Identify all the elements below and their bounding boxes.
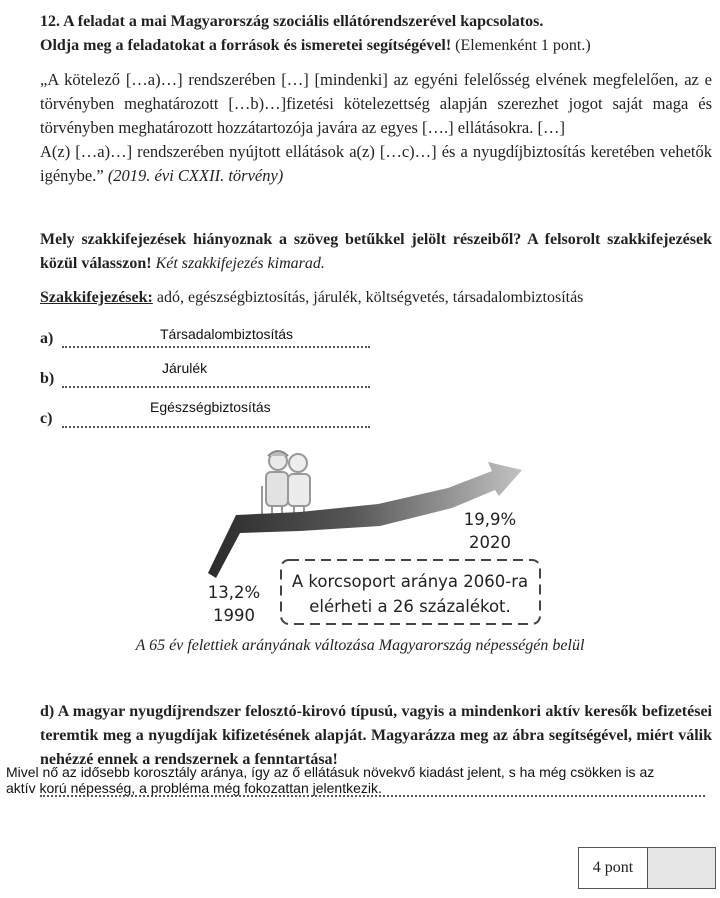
quote-text-2: A(z) […a)…] rendszerében nyújtott ellátások a(z) […c)…] és a nyugdíjbiztosítás keretében vehetők igénybe.”	[40, 142, 712, 185]
answer-dotted-line	[62, 426, 370, 428]
answer-c-input[interactable]: Egészségbiztosítás	[150, 399, 271, 415]
answer-dotted-line	[62, 346, 370, 348]
score-input[interactable]	[648, 848, 715, 888]
value-1990: 13,2%	[207, 583, 261, 602]
answer-d-line-1: Mivel nő az idősebb korosztály aránya, így az ő ellátásuk növekvő kiadást jelent, s ha még csökken is az	[6, 764, 655, 780]
terms-label: Szakkifejezések:	[40, 289, 153, 306]
score-label: 4 pont	[579, 848, 648, 888]
answer-dotted-line	[62, 386, 370, 388]
answer-d-line-2: aktív korú népesség, a probléma még fokozattan jelentkezik.	[6, 780, 382, 796]
note-line-1: A korcsoport aránya 2060-ra	[291, 572, 529, 591]
year-1990: 1990	[213, 606, 255, 625]
answer-letter: b)	[40, 370, 55, 387]
terms-list	[40, 287, 583, 309]
year-2020: 2020	[469, 533, 511, 552]
instruction-points: (Elemenként 1 pont.)	[451, 37, 591, 54]
question-d: d) A magyar nyugdíjrendszer felosztó-kirovó típusú, vagyis a mindenkori aktív keresők befizetései teremtik meg a nyugdíjak kifizetésének alapját. Magyarázza meg az ábra segítségével, miért válik nehézzé ennek a rendszernek a fenntartása!	[40, 703, 712, 768]
answer-d-input[interactable]	[6, 764, 718, 796]
quote-paragraph-1: „A kötelező […a)…] rendszerében […] [mindenki] az egyéni felelősség elvének megfelelően, az e törvényben meghatározott […b)…]fizetési kötelezettség alapján szerezhet jogot saját maga és törvényben meghatározott hozzátartozója javára az egyes [….] ellátásokra. […]	[40, 70, 712, 137]
task-note: Két szakkifejezés kimarad.	[151, 255, 325, 272]
value-2020: 19,9%	[463, 510, 517, 529]
answer-letter: a)	[40, 330, 54, 347]
terms-values: adó, egészségbiztosítás, járulék, költségvetés, társadalombiztosítás	[152, 289, 584, 306]
answer-letter: c)	[40, 410, 53, 427]
instruction-bold: Oldja meg a feladatokat a források és ismeretei segítségével!	[40, 37, 452, 54]
task-title: 12. A feladat a mai Magyarország szociális ellátórendszerével kapcsolatos.	[40, 13, 544, 30]
population-figure	[0, 440, 720, 630]
answer-d-dotted-line	[40, 795, 705, 797]
law-quote	[40, 68, 712, 188]
note-line-2: elérheti a 26 százalékot.	[309, 597, 511, 616]
figure-caption: A 65 év felettiek arányának változása Magyarország népességén belül	[135, 637, 585, 654]
task-instruction	[40, 34, 591, 58]
score-box	[578, 847, 716, 889]
answer-b-input[interactable]: Járulék	[162, 360, 208, 376]
answer-a-input[interactable]: Társadalombiztosítás	[160, 326, 294, 342]
quote-source: (2019. évi CXXII. törvény)	[103, 166, 284, 185]
quote-paragraph-2	[40, 140, 712, 188]
task-header	[40, 10, 591, 58]
task-question	[40, 228, 712, 276]
task-question-text: Mely szakkifejezések hiányoznak a szöveg betűkkel jelölt részeiből? A felsorolt szakkifejezések közül válasszon!	[40, 231, 712, 272]
